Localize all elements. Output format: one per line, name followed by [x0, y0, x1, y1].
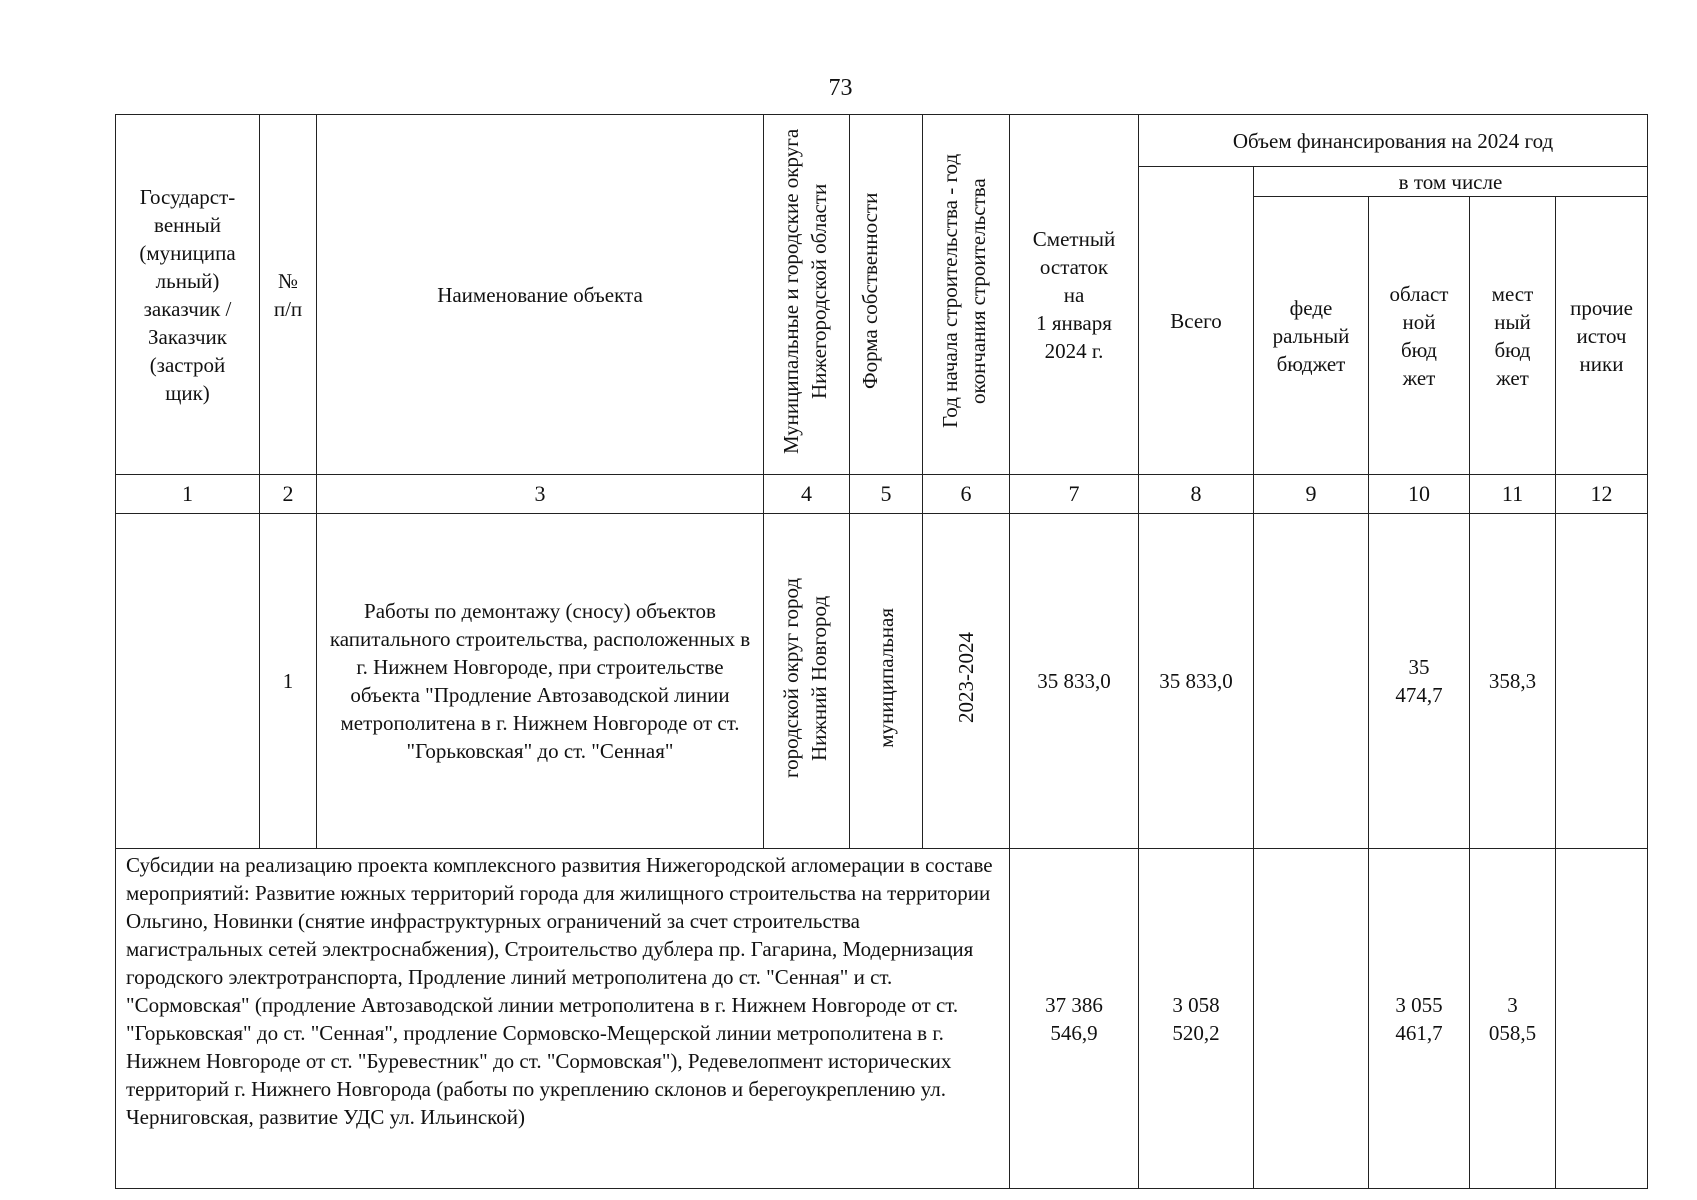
column-number: 5 [850, 475, 923, 514]
cell-municipality [764, 514, 850, 849]
column-number: 10 [1369, 475, 1470, 514]
column-number: 12 [1556, 475, 1648, 514]
cell-years [923, 514, 1010, 849]
column-number: 6 [923, 475, 1010, 514]
header-municipality [764, 115, 850, 475]
header-including: в том числе [1254, 167, 1648, 197]
cell-total: 35 833,0 [1139, 514, 1254, 849]
header-years-text: Год начала строительства - год окончания строительства [938, 153, 990, 429]
header-municipality-text: Муниципальные и городские округа Нижегородской области [778, 128, 831, 454]
summary-total: 3 058 520,2 [1139, 849, 1254, 1189]
cell-regional: 35 474,7 [1369, 514, 1470, 849]
header-funding-group: Объем финансирования на 2024 год [1139, 115, 1648, 167]
header-object-name: Наименование объекта [317, 115, 764, 475]
cell-federal [1254, 514, 1369, 849]
header-total: Всего [1139, 167, 1254, 475]
cell-years-text: 2023-2024 [954, 632, 978, 723]
column-number: 4 [764, 475, 850, 514]
header-years [923, 115, 1010, 475]
column-number: 1 [116, 475, 260, 514]
column-numbers-row [116, 475, 1648, 514]
summary-estimate-balance: 37 386 546,9 [1010, 849, 1139, 1189]
cell-ownership [850, 514, 923, 849]
cell-other [1556, 514, 1648, 849]
header-number: № п/п [260, 115, 317, 475]
cell-local: 358,3 [1470, 514, 1556, 849]
header-federal: феде ральный бюджет [1254, 197, 1369, 475]
summary-row [116, 849, 1648, 1189]
column-number: 7 [1010, 475, 1139, 514]
summary-federal [1254, 849, 1369, 1189]
table-row [116, 514, 1648, 849]
cell-estimate-balance: 35 833,0 [1010, 514, 1139, 849]
header-ownership-text: Форма собственности [858, 192, 882, 390]
funding-table [115, 114, 1648, 1189]
summary-text: Субсидии на реализацию проекта комплексного развития Нижегородской агломерации в составе мероприятий: Развитие южных территорий города для жилищного строительства на территории Ольгино, Новинки (снятие инфраструктурных ограничений за счет строительства магистральных сетей электроснабжения), Строительство дублера пр. Гагарина, Модернизация городского электротранспорта, Продление линий метрополитена до ст. "Сенная" и ст. "Сормовская" (продление Автозаводской линии метрополитена в г. Нижнем Новгороде от ст. "Горьковская" до ст. "Сенная", продление Сормовско-Мещерской линии метрополитена в г. Нижнем Новгороде от ст. "Буревестник" до ст. "Сормовская"), Редевелопмент исторических территорий г. Нижнего Новгорода (работы по укреплению склонов и берегоукреплению ул. Черниговская, развитие УДС ул. Ильинской) [116, 849, 1010, 1189]
column-number: 8 [1139, 475, 1254, 514]
header-other: прочие источ ники [1556, 197, 1648, 475]
cell-number: 1 [260, 514, 317, 849]
column-number: 3 [317, 475, 764, 514]
summary-local: 3 058,5 [1470, 849, 1556, 1189]
column-number: 2 [260, 475, 317, 514]
column-number: 11 [1470, 475, 1556, 514]
header-row-1 [116, 115, 1648, 167]
cell-customer [116, 514, 260, 849]
header-estimate-balance: Сметный остаток на 1 января 2024 г. [1010, 115, 1139, 475]
summary-other [1556, 849, 1648, 1189]
header-ownership [850, 115, 923, 475]
cell-municipality-text: городской округ город Нижний Новгород [778, 577, 831, 778]
header-local: мест ный бюд жет [1470, 197, 1556, 475]
header-customer: Государст- венный (муниципа льный) заказчик / Заказчик (застрой щик) [116, 115, 260, 475]
summary-regional: 3 055 461,7 [1369, 849, 1470, 1189]
column-number: 9 [1254, 475, 1369, 514]
cell-ownership-text: муниципальная [874, 607, 898, 748]
cell-object-name: Работы по демонтажу (сносу) объектов капитального строительства, расположенных в г. Нижнем Новгороде, при строительстве объекта "Продление Автозаводской линии метрополитена в г. Нижнем Новгороде от ст. "Горьковская" до ст. "Сенная" [317, 514, 764, 849]
header-regional: област ной бюд жет [1369, 197, 1470, 475]
page-number: 73 [828, 75, 853, 101]
